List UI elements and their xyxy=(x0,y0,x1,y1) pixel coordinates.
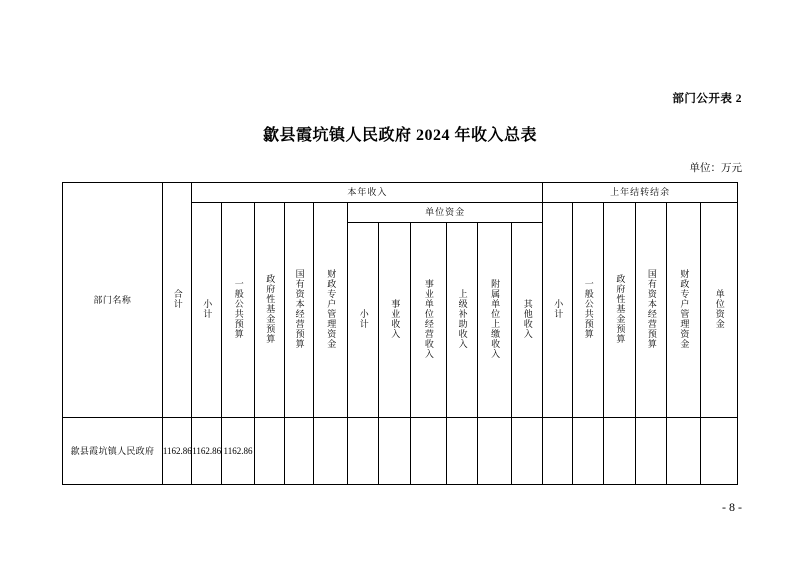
cell-cy-soe-capital-budget xyxy=(284,418,313,485)
header-co-general-budget-text: 一般公共预算 xyxy=(583,278,594,339)
cell-uf-business-income xyxy=(379,418,411,485)
header-cy-general-budget xyxy=(221,203,255,418)
cell-total: 1162.86 xyxy=(162,418,191,485)
header-uf-subtotal xyxy=(347,223,379,418)
cell-uf-other-income xyxy=(511,418,543,485)
header-dept-name: 部门名称 xyxy=(63,183,163,418)
header-uf-affiliated-payment-income-text: 附属单位上缴收入 xyxy=(490,278,501,359)
header-uf-business-income-text: 事业收入 xyxy=(390,298,401,339)
cell-co-fiscal-special-account xyxy=(667,418,701,485)
header-uf-operating-income xyxy=(410,223,446,418)
header-cy-subtotal-text: 小计 xyxy=(202,298,213,319)
header-group-current-year: 本年收入 xyxy=(192,183,543,203)
header-uf-other-income-text: 其他收入 xyxy=(522,298,533,339)
header-cy-general-budget-text: 一般公共预算 xyxy=(233,278,244,339)
document-reference-label: 部门公开表 2 xyxy=(672,93,742,105)
cell-uf-operating-income xyxy=(410,418,446,485)
header-co-soe-capital-budget-text: 国有资本经营预算 xyxy=(646,268,657,349)
cell-cy-general-budget: 1162.86 xyxy=(221,418,255,485)
header-co-general-budget xyxy=(572,203,604,418)
header-cy-gov-fund-budget xyxy=(255,203,284,418)
header-cy-soe-capital-budget xyxy=(284,203,313,418)
cell-cy-subtotal: 1162.86 xyxy=(192,418,221,485)
header-cy-unit-funds: 单位资金 xyxy=(347,203,543,223)
header-total-text: 合计 xyxy=(172,288,183,309)
cell-co-gov-fund-budget xyxy=(604,418,636,485)
page-title: 歙县霞坑镇人民政府 2024 年收入总表 xyxy=(262,127,537,144)
header-co-soe-capital-budget xyxy=(635,203,667,418)
cell-cy-fiscal-special-account xyxy=(314,418,348,485)
header-uf-subtotal-text: 小计 xyxy=(358,308,369,329)
page-number: - 8 - xyxy=(722,500,742,514)
header-co-gov-fund-budget xyxy=(604,203,636,418)
income-summary-table xyxy=(62,182,738,485)
cell-uf-upper-subsidy xyxy=(446,418,478,485)
cell-uf-subtotal xyxy=(347,418,379,485)
header-row-groups xyxy=(63,183,738,203)
header-co-fiscal-special-account-text: 财政专户管理资金 xyxy=(679,268,690,349)
cell-co-soe-capital-budget xyxy=(635,418,667,485)
cell-co-general-budget xyxy=(572,418,604,485)
header-co-subtotal xyxy=(543,203,572,418)
header-cy-subtotal xyxy=(192,203,221,418)
header-cy-soe-capital-budget-text: 国有资本经营预算 xyxy=(294,268,305,349)
header-uf-business-income xyxy=(379,223,411,418)
header-cy-fiscal-special-account-text: 财政专户管理资金 xyxy=(326,268,337,349)
cell-cy-gov-fund-budget xyxy=(255,418,284,485)
header-cy-fiscal-special-account xyxy=(314,203,348,418)
cell-co-unit-funds xyxy=(701,418,738,485)
header-co-fiscal-special-account xyxy=(667,203,701,418)
cell-uf-affiliated-payment xyxy=(478,418,512,485)
header-cy-gov-fund-budget-text: 政府性基金预算 xyxy=(265,273,276,344)
header-co-subtotal-text: 小计 xyxy=(553,298,564,319)
cell-co-subtotal xyxy=(543,418,572,485)
header-group-carryover: 上年结转结余 xyxy=(543,183,738,203)
header-uf-other-income xyxy=(511,223,543,418)
header-total xyxy=(162,183,191,418)
unit-note: 单位：万元 xyxy=(689,163,742,174)
cell-dept-name: 歙县霞坑镇人民政府 xyxy=(63,418,163,485)
header-uf-affiliated-payment-income xyxy=(478,223,512,418)
header-co-unit-funds xyxy=(701,203,738,418)
header-uf-upper-subsidy-income xyxy=(446,223,478,418)
header-uf-operating-income-text: 事业单位经营收入 xyxy=(423,278,434,359)
header-uf-upper-subsidy-income-text: 上级补助收入 xyxy=(457,288,468,349)
header-co-gov-fund-budget-text: 政府性基金预算 xyxy=(615,273,626,344)
header-co-unit-funds-text: 单位资金 xyxy=(714,288,725,329)
table-row xyxy=(63,418,738,485)
